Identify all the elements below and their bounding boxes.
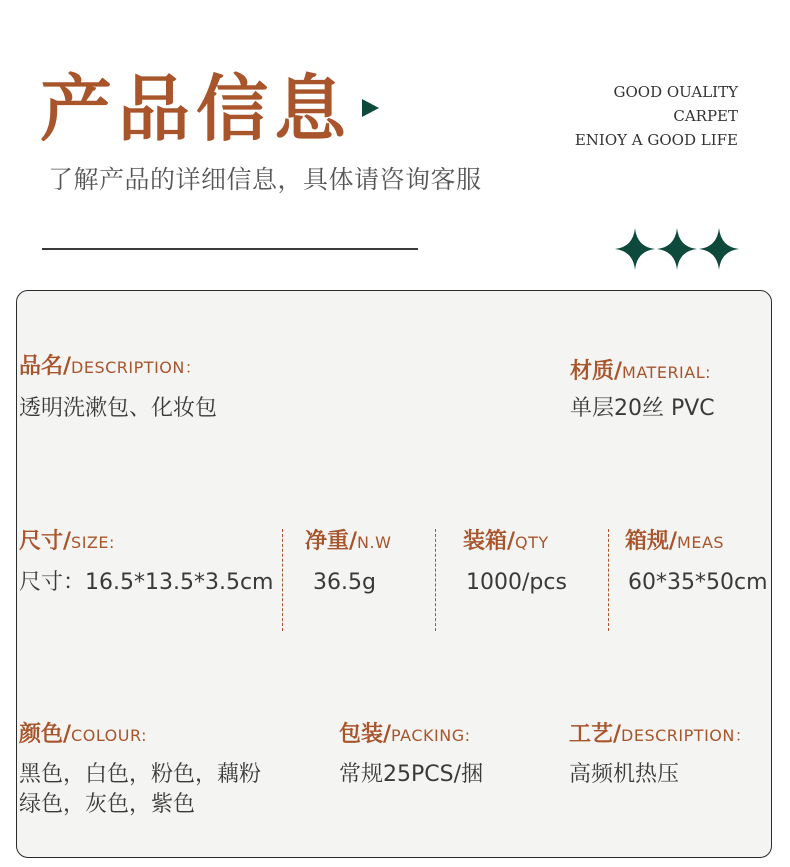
colour-label: 颜色/COLOUR: <box>19 722 147 747</box>
colour-value: 绿色，灰色，紫色 <box>19 792 196 817</box>
qty-label: 装箱/QTY <box>463 529 549 554</box>
tagline-line: CARPET <box>673 107 738 125</box>
column-divider <box>435 529 436 631</box>
packing-label: 包装/PACKING: <box>339 722 471 747</box>
meas-value: 60*35*50cm <box>628 570 768 595</box>
material-label: 材质/MATERIAL: <box>570 359 712 384</box>
tagline-line: GOOD OUALITY <box>613 83 738 101</box>
qty-value: 1000/pcs <box>466 570 567 595</box>
page-title: 产品信息 <box>40 66 353 151</box>
size-value: 尺寸：16.5*13.5*3.5cm <box>19 570 274 595</box>
meas-label: 箱规/MEAS <box>625 529 725 554</box>
name-label: 品名/DESCRIPTION： <box>19 354 202 379</box>
craft-label: 工艺/DESCRIPTION： <box>569 722 752 747</box>
size-label: 尺寸/SIZE: <box>19 529 115 554</box>
tagline-line: ENIOY A GOOD LIFE <box>574 131 738 149</box>
spec-card <box>16 290 772 858</box>
tagline <box>575 80 738 152</box>
star-icon <box>615 228 655 270</box>
weight-label: 净重/N.W <box>305 529 392 554</box>
packing-value: 常规25PCS/捆 <box>339 762 483 787</box>
sparkle-stars-icon <box>614 226 740 272</box>
star-icon <box>657 228 697 270</box>
column-divider <box>608 529 609 631</box>
divider <box>42 248 418 250</box>
column-divider <box>282 529 283 631</box>
craft-value: 高频机热压 <box>569 762 680 787</box>
play-triangle-icon <box>362 99 379 117</box>
weight-value: 36.5g <box>313 570 376 595</box>
page-subtitle: 了解产品的详细信息，具体请咨询客服 <box>48 165 482 194</box>
material-value: 单层20丝 PVC <box>570 396 715 421</box>
name-value: 透明洗漱包、化妆包 <box>19 396 218 421</box>
star-icon <box>699 228 739 270</box>
colour-value: 黑色，白色，粉色，藕粉 <box>19 762 262 787</box>
